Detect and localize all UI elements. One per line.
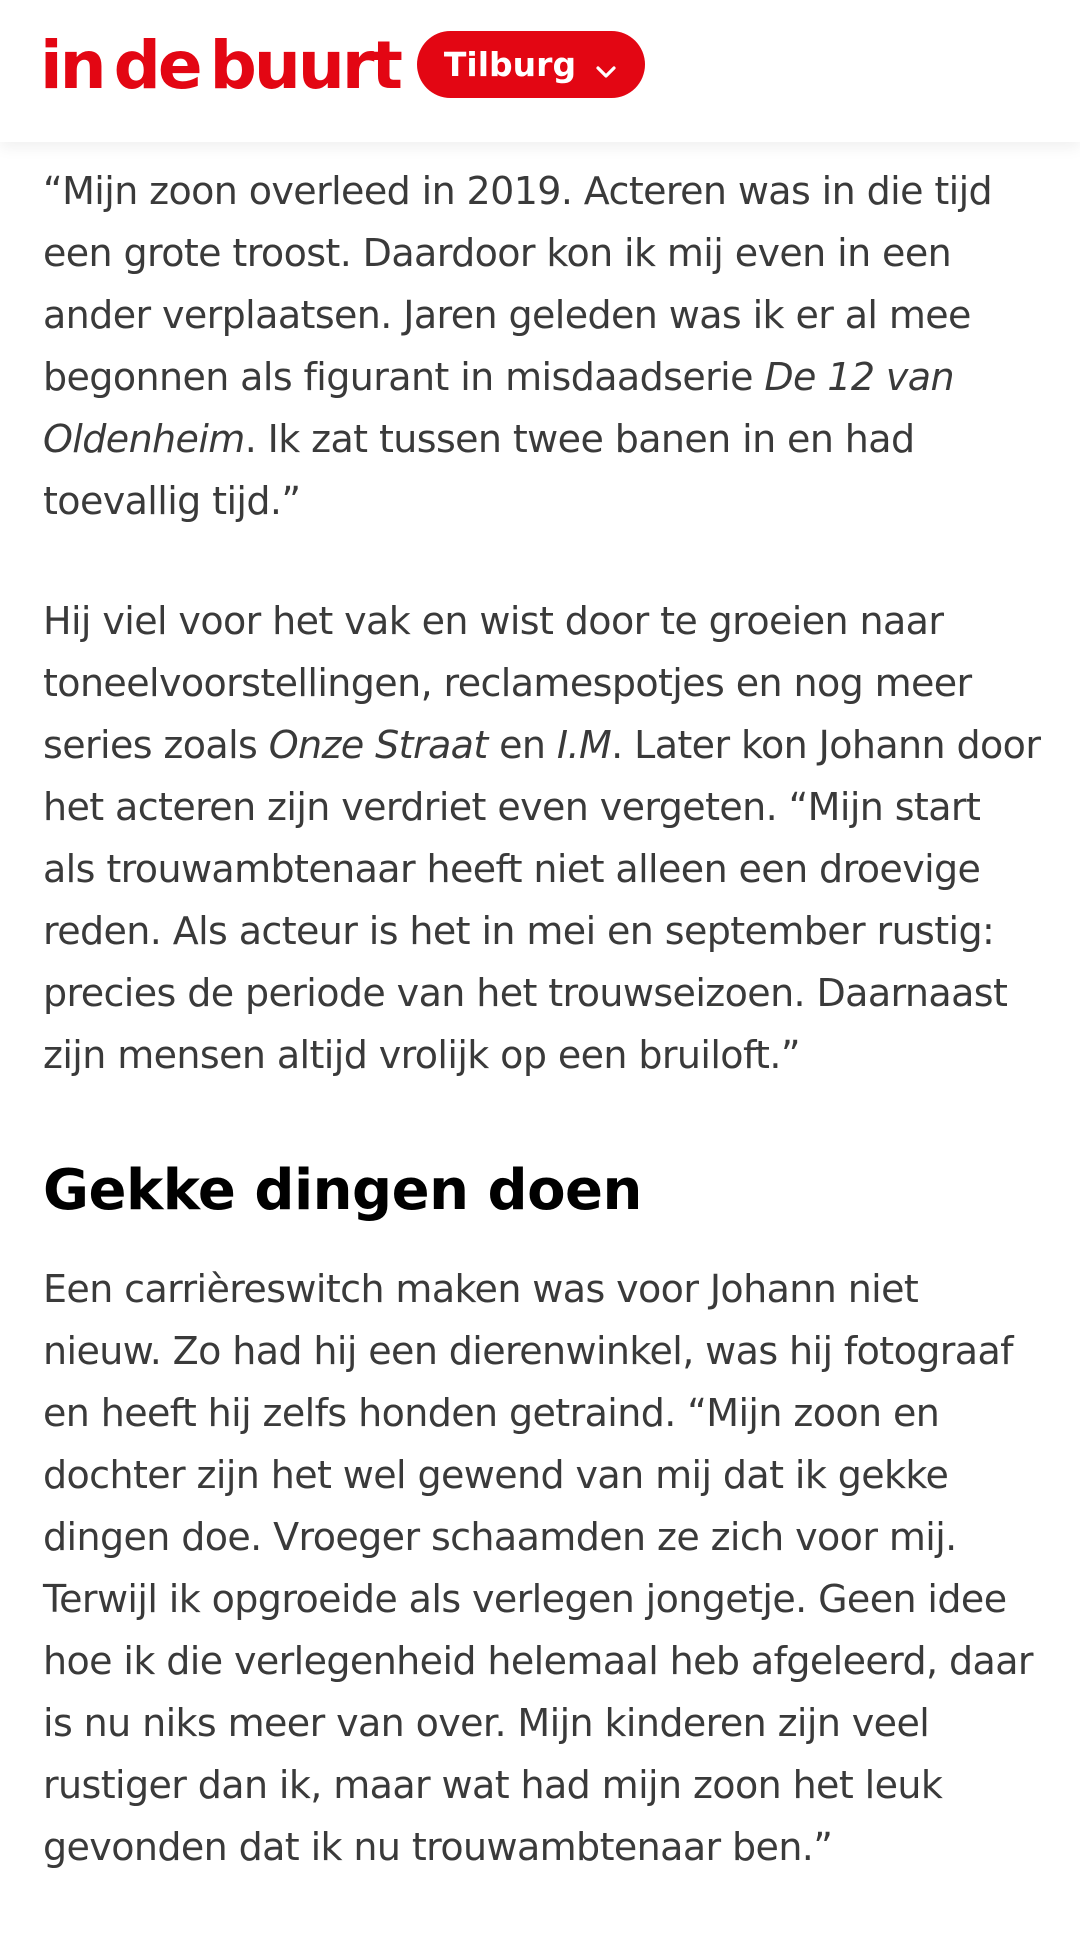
indebuurt-logo[interactable] [40, 28, 400, 104]
logo-in: in [40, 27, 104, 104]
logo-de: de [113, 27, 200, 104]
article-paragraph-3: Een carrièreswitch maken was voor Johann niet nieuw. Zo had hij een dierenwinkel, was hij fotograaf en heeft hij zelfs honden getraind. “Mijn zoon en dochter zijn het wel gewend van mij dat ik gekke dingen doe. Vroeger schaamden ze zich voor mij. Terwijl ik opgroeide als verlegen jongetje. Geen idee hoe ik die verlegenheid helemaal heb afgeleerd, daar is nu niks meer van over. Mijn kinderen zijn veel rustiger dan ik, maar wat had mijn zoon het leuk gevonden dat ik nu trouwambtenaar ben.” [43, 1267, 1033, 1869]
series-title-oldenheim: De 12 van Oldenheim [43, 355, 954, 461]
article-body [43, 160, 1043, 1934]
logo-buurt: buurt [209, 27, 400, 104]
series-title-im: I.M [556, 723, 612, 767]
article-paragraph-2: Hij viel voor het vak en wist door te groeien naar toneelvoorstellingen, reclamespotjes en nog meer series zoals Onze Straat en I.M. Later kon Johann door het acteren zijn verdriet even vergeten. “Mijn start als trouwambtenaar heeft niet alleen een droevige reden. Als acteur is het in mei en september rustig: precies de periode van het trouwseizoen. Daarnaast zijn mensen altijd vrolijk op een bruiloft.” [43, 599, 1041, 1077]
series-title-onze-straat: Onze Straat [268, 723, 488, 767]
article-paragraph-1: “Mijn zoon overleed in 2019. Acteren was in die tijd een grote troost. Daardoor kon ik mij even in een ander verplaatsen. Jaren geleden was ik er al mee begonnen als figurant in misdaadserie De 12 van Oldenheim. Ik zat tussen twee banen in en had toevallig tijd.” [43, 169, 993, 523]
city-label: Tilburg [443, 45, 577, 84]
section-heading: Gekke dingen doen [43, 1158, 642, 1223]
chevron-down-icon [594, 53, 618, 77]
site-header [0, 0, 1080, 142]
city-selector-button[interactable] [417, 31, 645, 98]
